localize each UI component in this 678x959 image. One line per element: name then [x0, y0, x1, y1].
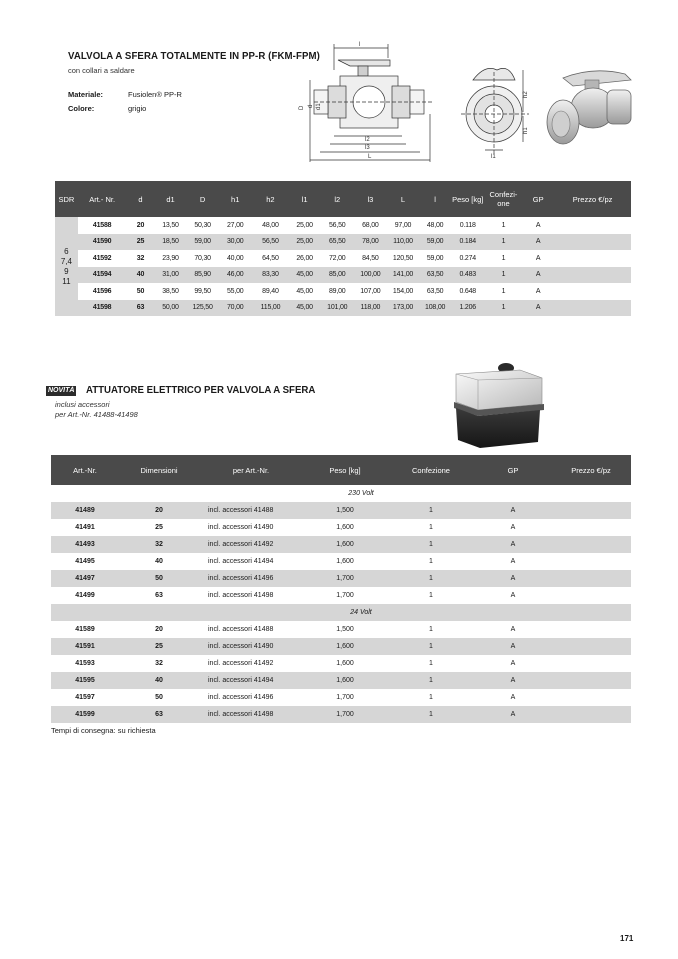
header-d1: d1 — [154, 181, 186, 217]
section2-subtitle-2: per Art.-Nr. 41488-41498 — [55, 410, 138, 419]
page-number: 171 — [620, 934, 634, 943]
cell-h2: 89,40 — [262, 287, 279, 295]
header-h1: h1 — [219, 181, 252, 217]
cell-confezione: 1 — [387, 672, 475, 689]
cell-l2: 85,00 — [320, 267, 354, 284]
cell-peso: 1,700 — [336, 694, 354, 701]
cell-confezione: 1 — [387, 536, 475, 553]
cell-l3: 68,00 — [362, 221, 379, 229]
cell-confezione: 1 — [387, 502, 475, 519]
cell-gp: A — [510, 660, 516, 667]
cell-l3: 78,00 — [354, 234, 386, 251]
table-header-row — [55, 181, 631, 217]
cell-l2: 101,00 — [320, 300, 354, 317]
cell-art-nr: 41591 — [51, 638, 119, 655]
cell-l1: 26,00 — [296, 254, 313, 262]
cell-art-nr: 41491 — [75, 524, 95, 531]
cell-peso: 0.648 — [459, 287, 476, 295]
dim-label-l3: l3 — [365, 145, 370, 151]
cell-d1: 38,50 — [162, 287, 179, 295]
cell-confezione: 1 — [429, 694, 433, 701]
cell-dimensioni: 40 — [119, 672, 199, 689]
cell-peso: 1,600 — [303, 672, 387, 689]
cell-peso: 1,500 — [303, 502, 387, 519]
table-row — [51, 587, 631, 604]
header-art-nr: Art.-Nr. — [51, 455, 119, 485]
section2-subtitle-1: inclusi accessori — [55, 400, 110, 409]
cell-confezione: 1 — [429, 558, 433, 565]
cell-d1: 18,50 — [154, 234, 186, 251]
table-row — [51, 553, 631, 570]
valve-spec-table — [55, 181, 631, 316]
table-row — [55, 250, 631, 267]
cell-gp: A — [510, 524, 516, 531]
cell-prezzo — [551, 706, 631, 723]
cell-h2: 115,00 — [252, 300, 289, 317]
cell-L: 141,00 — [386, 267, 419, 284]
valve-front-drawing — [455, 62, 535, 162]
cell-L: 97,00 — [394, 221, 412, 229]
cell-art-nr: 41588 — [92, 221, 112, 229]
group-label: 24 Volt — [51, 604, 631, 621]
cell-d: 63 — [126, 300, 154, 317]
cell-prezzo — [551, 536, 631, 553]
cell-peso: 1,600 — [336, 660, 354, 667]
cell-h1: 70,00 — [219, 300, 252, 317]
dim-label-l: l — [359, 42, 361, 48]
sdr-value: 9 — [64, 266, 69, 276]
cell-prezzo — [551, 672, 631, 689]
cell-d1: 23,90 — [162, 254, 179, 262]
section2-title: ATTUATORE ELETTRICO PER VALVOLA A SFERA — [86, 384, 316, 396]
cell-D: 99,50 — [194, 287, 211, 295]
cell-h2: 64,50 — [262, 254, 279, 262]
table-row — [55, 300, 631, 317]
cell-dimensioni: 40 — [155, 558, 163, 565]
valve-section-drawing — [299, 40, 440, 170]
cell-l: 48,00 — [426, 221, 444, 229]
header-confezione: Confezione — [387, 455, 475, 485]
cell-confezione: 1 — [501, 254, 506, 262]
cell-dimensioni: 25 — [155, 524, 163, 531]
spec-label-material: Materiale: — [68, 90, 104, 99]
header-confezione: Confezi- one — [485, 181, 522, 217]
cell-d: 50 — [136, 287, 145, 295]
table-row — [55, 217, 631, 234]
ball-valve-photo — [543, 60, 638, 155]
cell-h2: 83,30 — [252, 267, 289, 284]
cell-confezione: 1 — [501, 221, 506, 229]
cell-art-nr: 41594 — [78, 267, 127, 284]
cell-d: 25 — [126, 234, 154, 251]
header-D: D — [187, 181, 219, 217]
cell-confezione: 1 — [387, 638, 475, 655]
cell-per-art-nr: incl. accessori 41488 — [208, 626, 274, 633]
cell-prezzo — [551, 570, 631, 587]
dim-label-h2: h2 — [523, 91, 529, 98]
dim-label-l1: l1 — [491, 154, 496, 160]
table-row — [51, 502, 631, 519]
table-row — [51, 706, 631, 723]
cell-confezione: 1 — [501, 287, 506, 295]
cell-per-art-nr: incl. accessori 41496 — [199, 570, 303, 587]
cell-prezzo — [554, 267, 631, 284]
actuator-table — [51, 455, 631, 723]
cell-art-nr: 41595 — [51, 672, 119, 689]
header-l1: l1 — [289, 181, 320, 217]
cell-dimensioni: 20 — [155, 626, 163, 633]
cell-L: 110,00 — [386, 234, 419, 251]
cell-prezzo — [551, 655, 631, 672]
cell-dimensioni: 32 — [155, 660, 163, 667]
cell-dimensioni: 32 — [119, 536, 199, 553]
section1-subtitle: con collari a saldare — [68, 66, 135, 75]
header-per-art-nr: per Art.-Nr. — [199, 455, 303, 485]
cell-gp: A — [535, 254, 541, 262]
cell-l: 108,00 — [420, 300, 451, 317]
cell-prezzo — [554, 234, 631, 251]
cell-peso: 1,600 — [336, 524, 354, 531]
cell-peso: 1,600 — [303, 638, 387, 655]
cell-l: 63,50 — [426, 287, 444, 295]
cell-dimensioni: 50 — [119, 570, 199, 587]
cell-D: 125,50 — [187, 300, 219, 317]
novita-badge: NOVITÀ — [48, 387, 75, 394]
cell-gp: A — [522, 267, 554, 284]
cell-confezione: 1 — [429, 524, 433, 531]
cell-L: 120,50 — [392, 254, 414, 262]
spec-value-material: Fusiolen® PP-R — [128, 90, 182, 99]
cell-peso: 0.274 — [459, 254, 476, 262]
cell-gp: A — [510, 626, 516, 633]
header-h2: h2 — [252, 181, 289, 217]
cell-l1: 45,00 — [289, 267, 320, 284]
cell-confezione: 1 — [387, 570, 475, 587]
cell-art-nr: 41599 — [51, 706, 119, 723]
cell-gp: A — [475, 638, 551, 655]
cell-dimensioni: 20 — [119, 502, 199, 519]
cell-prezzo — [551, 689, 631, 706]
cell-l1: 45,00 — [289, 300, 320, 317]
cell-dimensioni: 63 — [155, 592, 163, 599]
cell-d1: 13,50 — [162, 221, 179, 229]
header-prezzo: Prezzo €/pz — [554, 181, 631, 217]
table-row — [51, 689, 631, 706]
cell-gp: A — [522, 300, 554, 317]
sdr-value: 7,4 — [60, 256, 72, 266]
cell-peso: 1.206 — [451, 300, 485, 317]
cell-peso: 1,700 — [303, 706, 387, 723]
table-row — [51, 655, 631, 672]
cell-peso: 1,600 — [303, 536, 387, 553]
cell-l3: 107,00 — [360, 287, 381, 295]
cell-art-nr: 41499 — [75, 592, 95, 599]
cell-dimensioni: 63 — [119, 706, 199, 723]
cell-l3: 84,50 — [362, 254, 379, 262]
cell-art-nr: 41596 — [92, 287, 112, 295]
dim-label-D: D — [299, 105, 305, 110]
cell-per-art-nr: incl. accessori 41498 — [199, 706, 303, 723]
table-row — [51, 621, 631, 638]
cell-gp: A — [475, 502, 551, 519]
cell-art-nr: 41589 — [75, 626, 95, 633]
group-row-24v — [51, 604, 631, 621]
cell-peso: 1,700 — [303, 570, 387, 587]
sdr-value: 11 — [62, 276, 71, 286]
group-row-230v — [51, 485, 631, 502]
table-row — [55, 283, 631, 300]
cell-prezzo — [554, 250, 631, 267]
cell-l: 59,00 — [420, 234, 451, 251]
dim-label-d: d — [308, 104, 314, 108]
cell-l: 59,00 — [426, 254, 444, 262]
cell-peso: 0.184 — [451, 234, 485, 251]
cell-per-art-nr: incl. accessori 41498 — [208, 592, 274, 599]
cell-D: 70,30 — [194, 254, 211, 262]
cell-per-art-nr: incl. accessori 41492 — [199, 536, 303, 553]
cell-gp: A — [522, 234, 554, 251]
header-peso: Peso [kg] — [303, 455, 387, 485]
electric-actuator-photo — [450, 360, 550, 450]
header-L: L — [386, 181, 419, 217]
cell-confezione: 1 — [429, 626, 433, 633]
cell-prezzo — [551, 587, 631, 604]
cell-confezione: 1 — [485, 234, 522, 251]
cell-D: 50,30 — [194, 221, 211, 229]
cell-D: 59,00 — [187, 234, 219, 251]
header-prezzo: Prezzo €/pz — [551, 455, 631, 485]
cell-l1: 25,00 — [296, 221, 313, 229]
cell-gp: A — [510, 592, 516, 599]
cell-gp: A — [475, 672, 551, 689]
cell-l2: 72,00 — [328, 254, 346, 262]
cell-d: 40 — [126, 267, 154, 284]
cell-confezione: 1 — [485, 300, 522, 317]
cell-h1: 46,00 — [219, 267, 252, 284]
cell-l3: 100,00 — [354, 267, 386, 284]
header-l3: l3 — [354, 181, 386, 217]
cell-gp: A — [475, 570, 551, 587]
cell-l: 63,50 — [420, 267, 451, 284]
cell-D: 85,90 — [187, 267, 219, 284]
cell-L: 154,00 — [392, 287, 414, 295]
header-gp: GP — [522, 181, 554, 217]
cell-l2: 89,00 — [328, 287, 346, 295]
cell-h1: 40,00 — [226, 254, 244, 262]
cell-d: 20 — [136, 221, 145, 229]
table-header-row — [51, 455, 631, 485]
sdr-value: 6 — [64, 246, 69, 256]
header-art-nr: Art.- Nr. — [78, 181, 127, 217]
cell-prezzo — [551, 519, 631, 536]
header-dimensioni: Dimensioni — [119, 455, 199, 485]
cell-prezzo — [551, 502, 631, 519]
table-row — [55, 234, 631, 251]
sdr-cell — [55, 217, 78, 316]
cell-h2: 48,00 — [262, 221, 279, 229]
cell-art-nr: 41597 — [75, 694, 95, 701]
cell-art-nr: 41590 — [78, 234, 127, 251]
cell-gp: A — [475, 706, 551, 723]
cell-per-art-nr: incl. accessori 41494 — [199, 672, 303, 689]
cell-confezione: 1 — [429, 660, 433, 667]
cell-art-nr: 41592 — [92, 254, 112, 262]
header-peso: Peso [kg] — [451, 181, 485, 217]
table-row — [51, 519, 631, 536]
cell-h2: 56,50 — [252, 234, 289, 251]
cell-confezione: 1 — [485, 267, 522, 284]
cell-h1: 55,00 — [226, 287, 244, 295]
cell-peso: 0.118 — [459, 221, 476, 229]
header-sdr: SDR — [55, 181, 78, 217]
cell-d1: 31,00 — [154, 267, 186, 284]
cell-h1: 27,00 — [226, 221, 244, 229]
cell-peso: 1,700 — [336, 592, 354, 599]
delivery-footnote: Tempi di consegna: su richiesta — [51, 726, 156, 735]
header-d: d — [126, 181, 154, 217]
cell-prezzo — [554, 300, 631, 317]
cell-art-nr: 41489 — [51, 502, 119, 519]
cell-peso: 1,600 — [336, 558, 354, 565]
cell-h1: 30,00 — [219, 234, 252, 251]
cell-art-nr: 41598 — [78, 300, 127, 317]
cell-confezione: 1 — [387, 706, 475, 723]
spec-label-color: Colore: — [68, 104, 95, 113]
cell-art-nr: 41493 — [51, 536, 119, 553]
cell-d: 32 — [136, 254, 145, 262]
cell-L: 173,00 — [386, 300, 419, 317]
cell-per-art-nr: incl. accessori 41488 — [199, 502, 303, 519]
table-row — [51, 536, 631, 553]
table-row — [51, 570, 631, 587]
cell-prezzo — [551, 638, 631, 655]
header-l2: l2 — [320, 181, 354, 217]
group-label: 230 Volt — [348, 490, 374, 497]
cell-prezzo — [551, 553, 631, 570]
header-l: l — [420, 181, 451, 217]
cell-prezzo — [551, 621, 631, 638]
table-row — [55, 267, 631, 284]
cell-peso: 1,500 — [336, 626, 354, 633]
section1-title: VALVOLA A SFERA TOTALMENTE IN PP-R (FKM-FPM) — [68, 50, 320, 62]
cell-art-nr: 41497 — [51, 570, 119, 587]
cell-l1: 25,00 — [289, 234, 320, 251]
cell-l3: 118,00 — [354, 300, 386, 317]
dim-label-d1: d1 — [316, 103, 322, 110]
cell-l1: 45,00 — [296, 287, 313, 295]
dim-label-h1: h1 — [523, 127, 529, 134]
cell-l2: 65,50 — [320, 234, 354, 251]
cell-gp: A — [535, 221, 541, 229]
cell-dimensioni: 50 — [155, 694, 163, 701]
table-row — [51, 638, 631, 655]
header-gp: GP — [475, 455, 551, 485]
table-row — [51, 672, 631, 689]
cell-gp: A — [475, 536, 551, 553]
cell-d1: 50,00 — [154, 300, 186, 317]
spec-value-color: grigio — [128, 104, 147, 113]
cell-per-art-nr: incl. accessori 41492 — [208, 660, 274, 667]
cell-per-art-nr: incl. accessori 41490 — [199, 638, 303, 655]
dim-label-l2: l2 — [365, 137, 370, 143]
cell-gp: A — [510, 558, 516, 565]
cell-per-art-nr: incl. accessori 41490 — [208, 524, 274, 531]
cell-peso: 0.483 — [451, 267, 485, 284]
cell-dimensioni: 25 — [119, 638, 199, 655]
cell-prezzo — [554, 217, 631, 234]
cell-confezione: 1 — [429, 592, 433, 599]
cell-art-nr: 41495 — [75, 558, 95, 565]
cell-per-art-nr: incl. accessori 41496 — [208, 694, 274, 701]
dim-label-L: L — [368, 154, 372, 160]
cell-prezzo — [554, 283, 631, 300]
cell-gp: A — [535, 287, 541, 295]
cell-gp: A — [510, 694, 516, 701]
cell-per-art-nr: incl. accessori 41494 — [208, 558, 274, 565]
cell-art-nr: 41593 — [75, 660, 95, 667]
cell-l2: 56,50 — [328, 221, 346, 229]
